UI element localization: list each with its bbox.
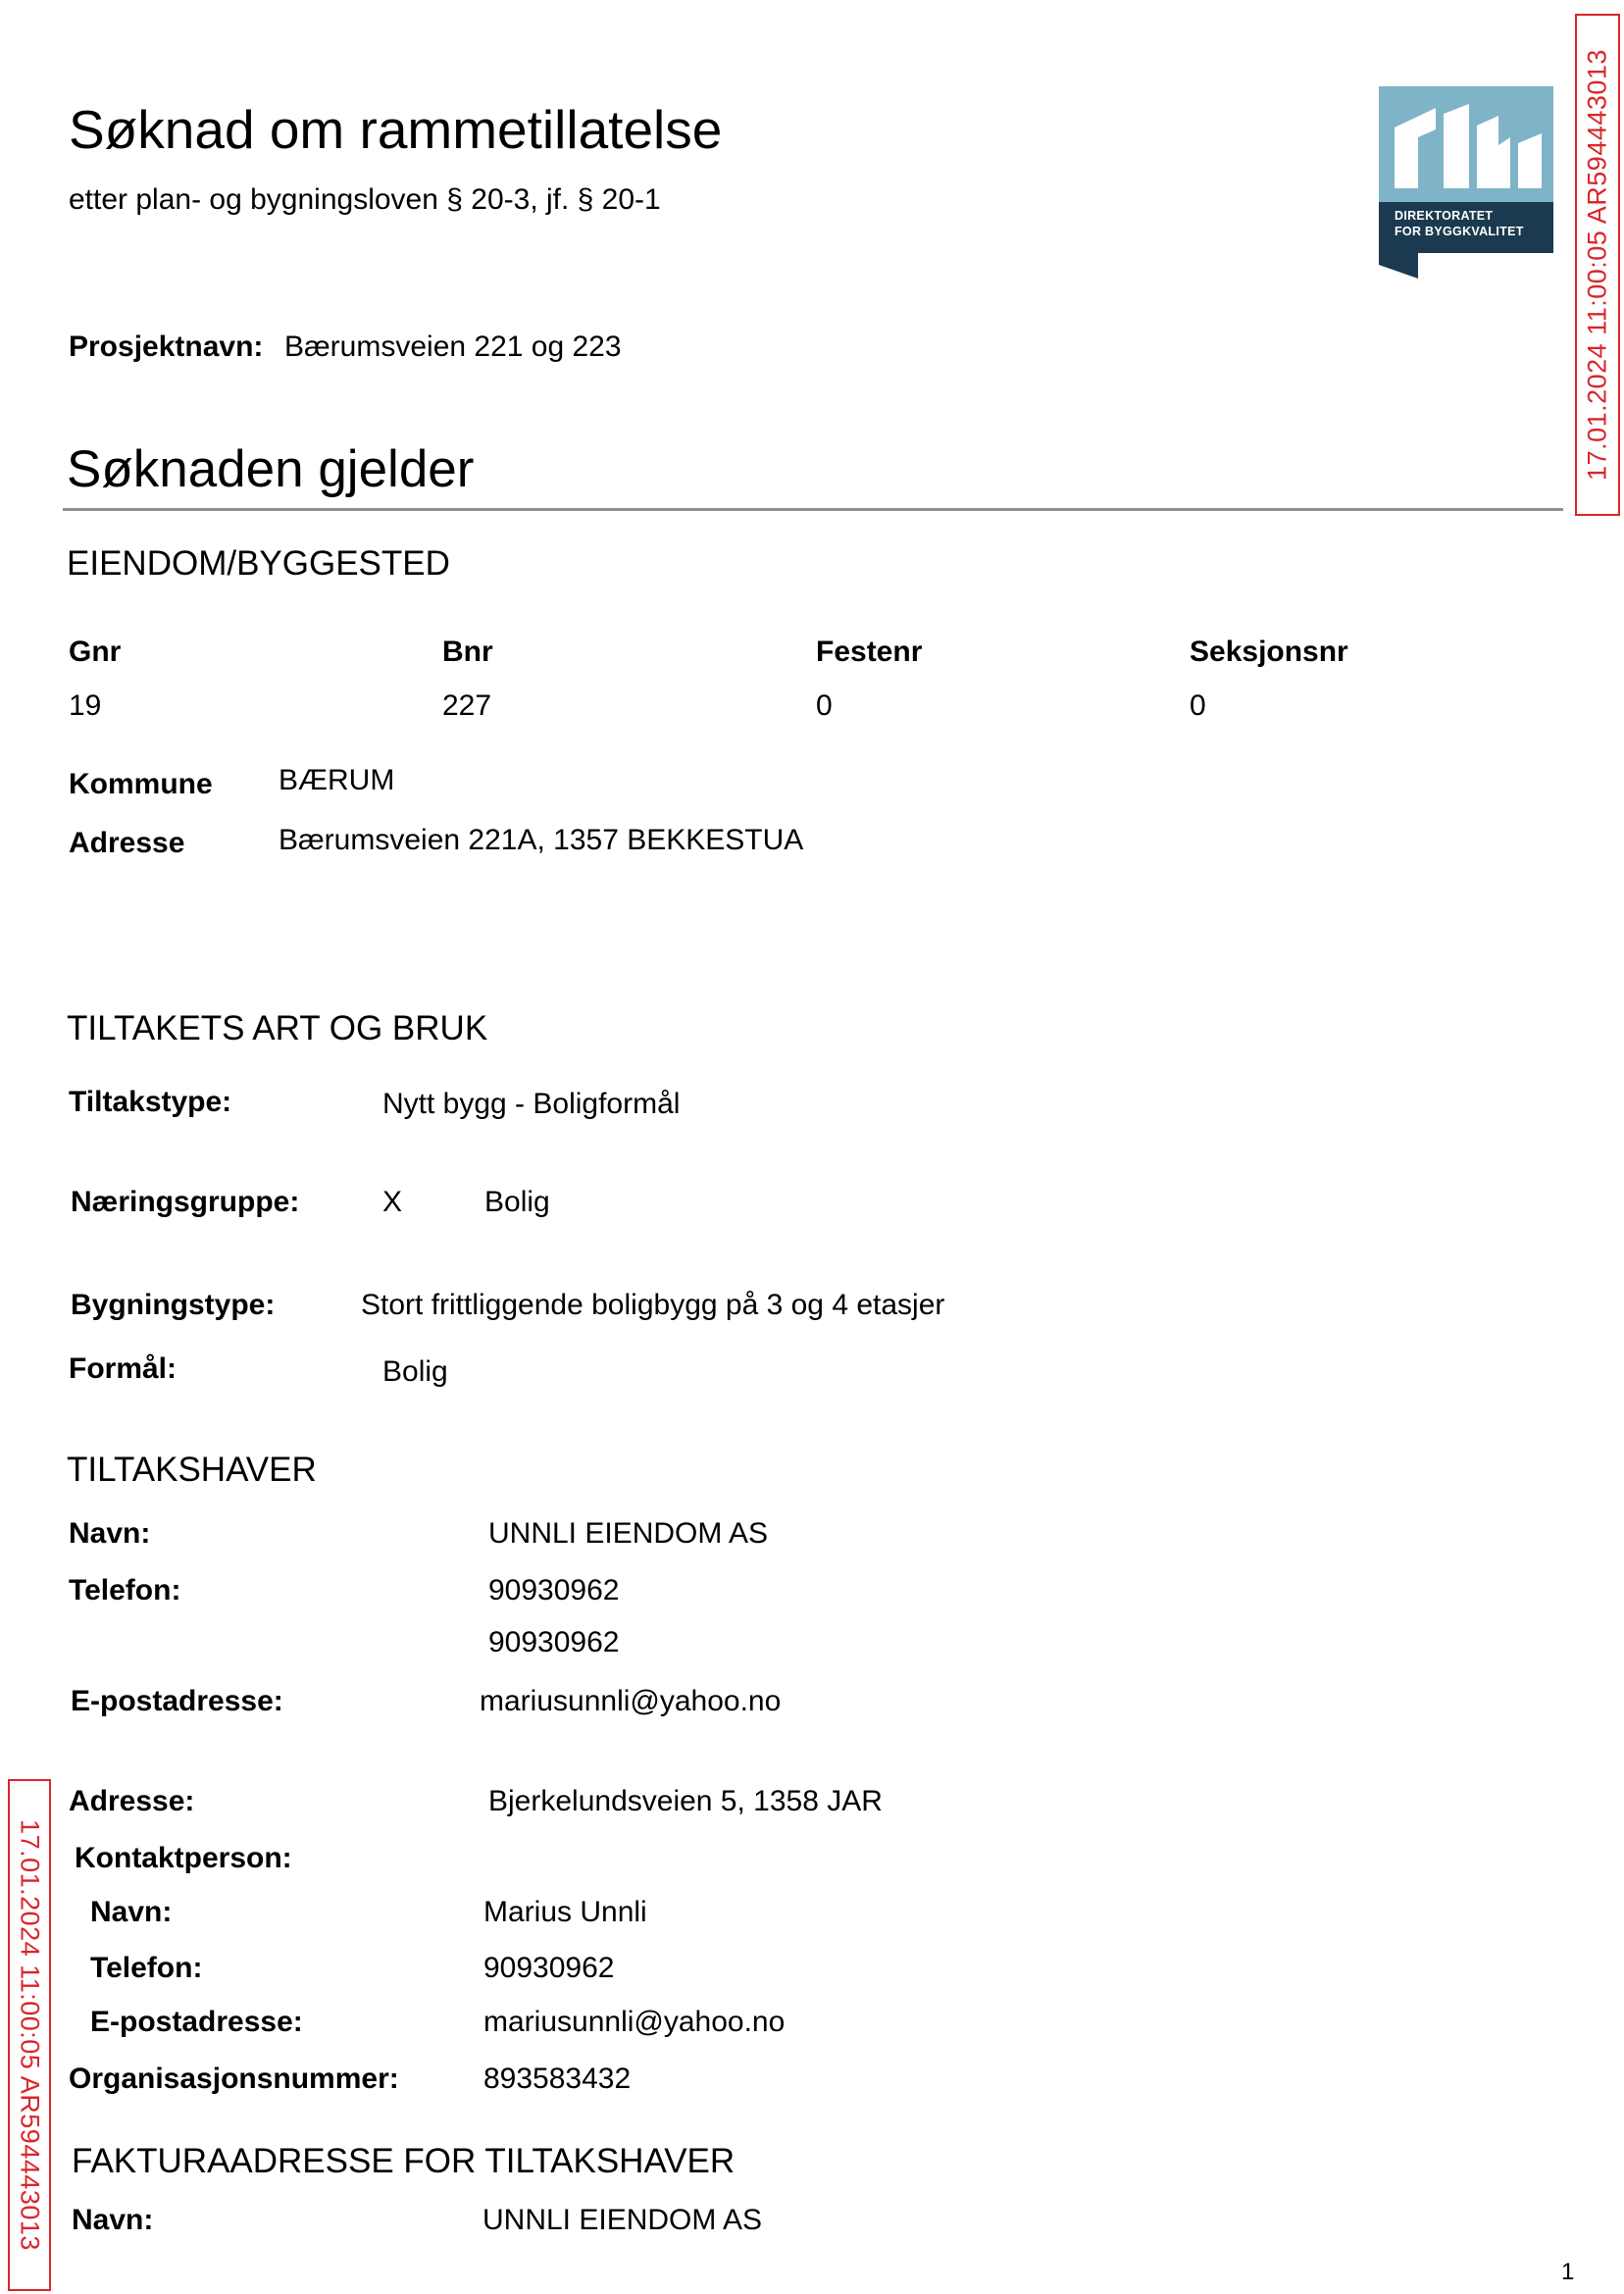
- kommune-value: BÆRUM: [279, 764, 395, 796]
- tiltakshaver-epost-label: E-postadresse:: [71, 1685, 283, 1717]
- section-divider: [63, 508, 1563, 511]
- seksjonsnr-label: Seksjonsnr: [1190, 636, 1348, 668]
- tiltakshaver-telefon-value-1: 90930962: [488, 1574, 620, 1606]
- bygningstype-label: Bygningstype:: [71, 1289, 276, 1321]
- kontakt-telefon-label: Telefon:: [90, 1952, 203, 1984]
- dibk-logo-icon: [1379, 86, 1555, 279]
- page-number: 1: [1561, 2259, 1575, 2285]
- tiltakshaver-navn-value: UNNLI EIENDOM AS: [488, 1517, 769, 1550]
- kontakt-navn-label: Navn:: [90, 1896, 173, 1928]
- eiendom-heading: EIENDOM/BYGGESTED: [67, 544, 450, 583]
- faktura-navn-value: UNNLI EIENDOM AS: [482, 2204, 763, 2236]
- tiltak-heading: TILTAKETS ART OG BRUK: [67, 1009, 488, 1047]
- orgnr-value: 893583432: [483, 2063, 632, 2095]
- logo-line-1: DIREKTORATET: [1395, 209, 1494, 223]
- received-stamp-top: [1575, 14, 1620, 516]
- logo-line-2: FOR BYGGKVALITET: [1395, 225, 1524, 238]
- festenr-value: 0: [816, 689, 833, 722]
- gnr-label: Gnr: [69, 636, 122, 668]
- tiltakshaver-heading: TILTAKSHAVER: [67, 1451, 317, 1489]
- tiltakstype-value: Nytt bygg - Boligformål: [382, 1088, 681, 1120]
- kommune-label: Kommune: [69, 768, 213, 800]
- kontaktperson-label: Kontaktperson:: [75, 1842, 292, 1874]
- kontakt-telefon-value: 90930962: [483, 1952, 615, 1984]
- adresse-label: Adresse: [69, 827, 185, 859]
- seksjonsnr-value: 0: [1190, 689, 1206, 722]
- bnr-value: 227: [442, 689, 492, 722]
- formal-label: Formål:: [69, 1352, 178, 1385]
- naeringsgruppe-value: Bolig: [484, 1186, 550, 1218]
- received-stamp-bottom: [8, 1779, 51, 2291]
- festenr-label: Festenr: [816, 636, 923, 668]
- bygningstype-value: Stort frittliggende boligbygg på 3 og 4 etasjer: [361, 1289, 945, 1321]
- tiltakshaver-adresse-label: Adresse:: [69, 1785, 195, 1817]
- page-title: Søknad om rammetillatelse: [69, 99, 723, 160]
- kontakt-epost-label: E-postadresse:: [90, 2006, 303, 2038]
- adresse-value: Bærumsveien 221A, 1357 BEKKESTUA: [279, 824, 804, 856]
- bnr-label: Bnr: [442, 636, 493, 668]
- faktura-navn-label: Navn:: [72, 2204, 154, 2236]
- stamp-text: 17.01.2024 11:00:05 AR594443013: [1582, 49, 1612, 481]
- tiltakshaver-telefon-value-2: 90930962: [488, 1626, 620, 1658]
- section-heading: Søknaden gjelder: [67, 440, 475, 498]
- tiltakshaver-navn-label: Navn:: [69, 1517, 151, 1550]
- logo-text: [1395, 208, 1524, 239]
- project-name-label: Prosjektnavn:: [69, 331, 264, 363]
- tiltakstype-label: Tiltakstype:: [69, 1086, 232, 1118]
- orgnr-label: Organisasjonsnummer:: [69, 2063, 399, 2095]
- kontakt-epost-value: mariusunnli@yahoo.no: [483, 2006, 786, 2038]
- stamp-text: 17.01.2024 11:00:05 AR594443013: [15, 1819, 45, 2251]
- faktura-heading: FAKTURAADRESSE FOR TILTAKSHAVER: [72, 2142, 736, 2180]
- kontakt-navn-value: Marius Unnli: [483, 1896, 647, 1928]
- tiltakshaver-adresse-value: Bjerkelundsveien 5, 1358 JAR: [488, 1785, 883, 1817]
- project-name-value: Bærumsveien 221 og 223: [284, 331, 622, 363]
- naeringsgruppe-code: X: [382, 1186, 403, 1218]
- gnr-value: 19: [69, 689, 102, 722]
- page-subtitle: etter plan- og bygningsloven § 20-3, jf. § 20-1: [69, 183, 661, 216]
- naeringsgruppe-label: Næringsgruppe:: [71, 1186, 300, 1218]
- tiltakshaver-telefon-label: Telefon:: [69, 1574, 181, 1606]
- formal-value: Bolig: [382, 1355, 448, 1388]
- tiltakshaver-epost-value: mariusunnli@yahoo.no: [480, 1685, 782, 1717]
